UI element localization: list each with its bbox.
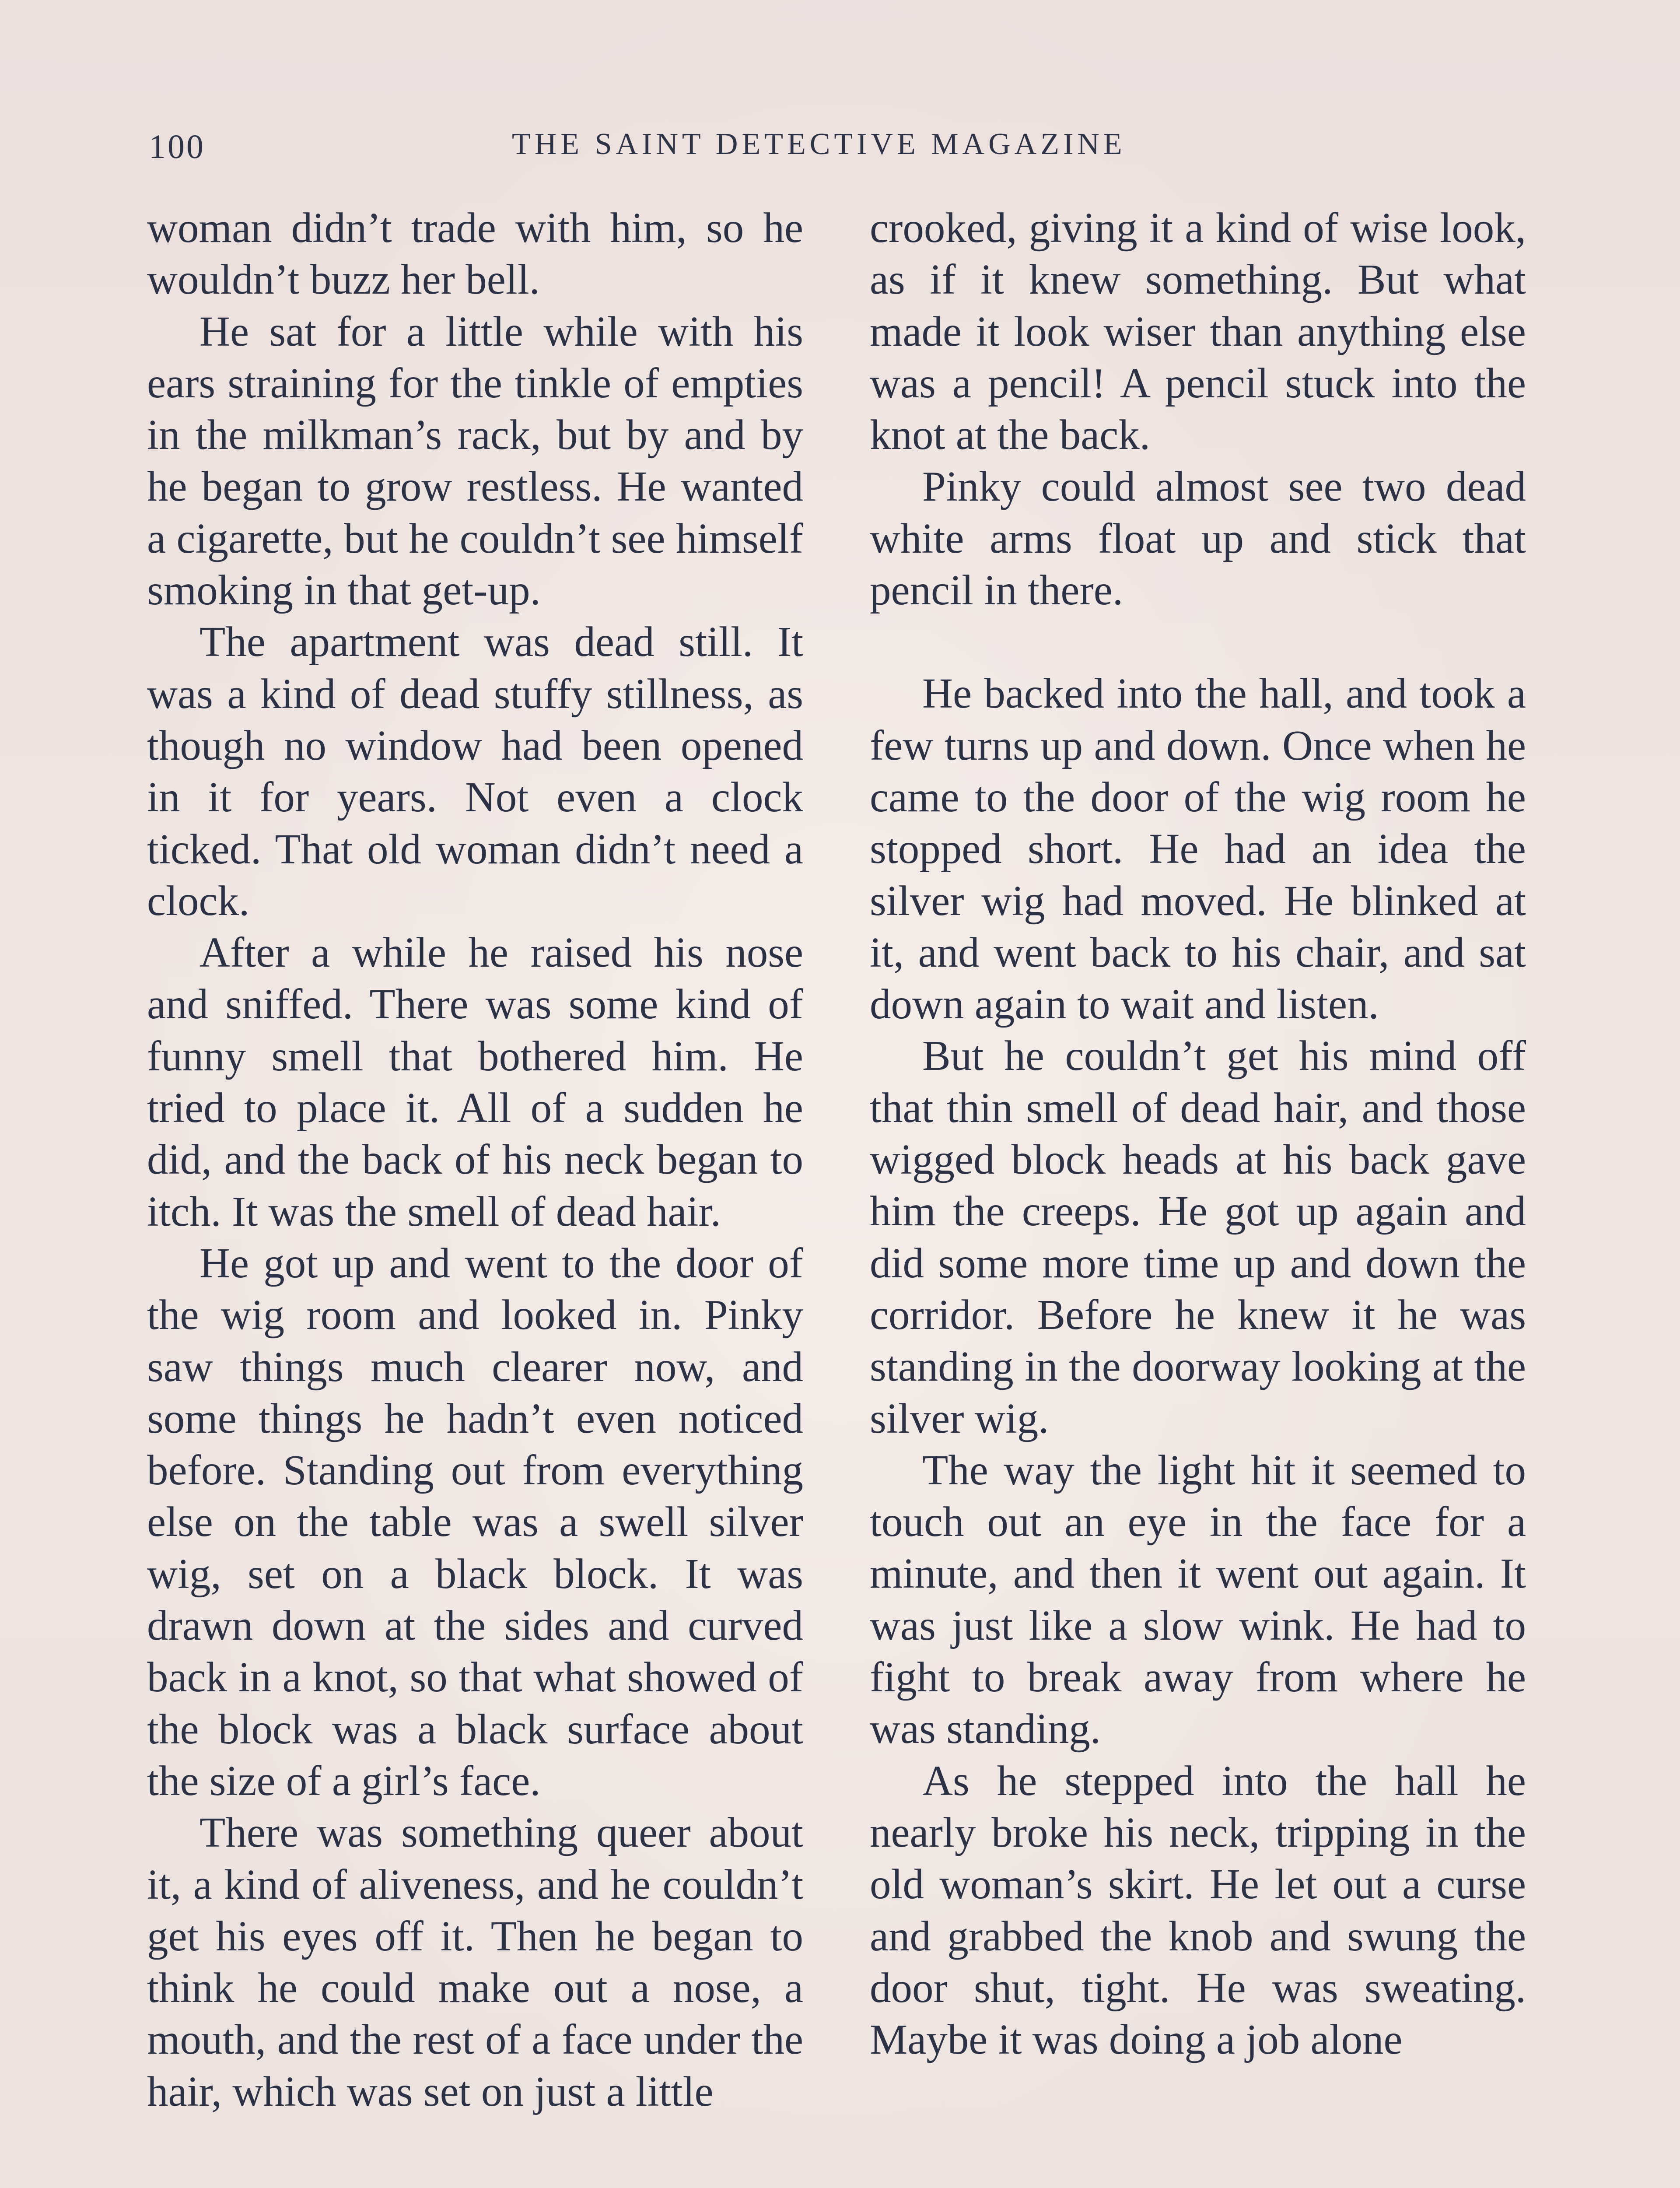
- paragraph: He got up and went to the door of the wig room and looked in. Pinky saw things much clearer now, and some things he hadn’t even noticed before. Standing out from everything else on the table was a swell silver wig, set on a black block. It was drawn down at the sides and curved back in a knot, so that what showed of the block was a black surface about the size of a girl’s face.: [147, 1239, 803, 1804]
- paragraph: The way the light hit it seemed to touch out an eye in the face for a minute, and then it went out again. It was just like a slow wink. He had to fight to break away from where he was standing.: [870, 1446, 1526, 1753]
- paragraph: woman didn’t trade with him, so he wouldn’t buzz her bell.: [147, 204, 803, 303]
- paragraph: crooked, giving it a kind of wise look, as if it knew something. But what made it look wiser than anything else was a pencil! A pencil stuck into the knot at the back.: [870, 204, 1526, 459]
- page-number: 100: [149, 127, 205, 165]
- paragraph: He backed into the hall, and took a few turns up and down. Once when he came to the door of the wig room he stopped short. He had an idea the silver wig had moved. He blinked at it, and went back to his chair, and sat down again to wait and listen.: [870, 670, 1526, 1028]
- paragraph: There was something queer about it, a kind of aliveness, and he couldn’t get his eyes off it. Then he began to think he could make out a nose, a mouth, and the rest of a face under the hair, which was set on just a little: [147, 1809, 803, 2115]
- right-column: [870, 202, 1526, 2188]
- paragraph: As he stepped into the hall he nearly broke his neck, tripping in the old woman’s skirt. He let out a curse and grabbed the knob and swung the door shut, tight. He was sweating. Maybe it was doing a job alone: [870, 1757, 1526, 2063]
- paragraph: He sat for a little while with his ears straining for the tinkle of empties in the milkman’s rack, but by and by he began to grow restless. He wanted a cigarette, but he couldn’t see himself smoking in that get-up.: [147, 308, 803, 614]
- page-header: [149, 127, 1531, 175]
- paragraph: But he couldn’t get his mind off that thin smell of dead hair, and those wigged block heads at his back gave him the creeps. He got up again and did some more time up and down the corridor. Before he knew it he was standing in the doorway looking at the silver wig.: [870, 1032, 1526, 1442]
- running-title: THE SAINT DETECTIVE MAGAZINE: [512, 127, 1126, 161]
- paragraph: The apartment was dead still. It was a kind of dead stuffy stillness, as though no window had been opened in it for years. Not even a clock ticked. That old woman didn’t need a clock.: [147, 618, 803, 924]
- left-column: [147, 202, 803, 2188]
- paragraph: After a while he raised his nose and sniffed. There was some kind of funny smell that bothered him. He tried to place it. All of a sudden he did, and the back of his neck began to itch. It was the smell of dead hair.: [147, 929, 803, 1235]
- paragraph: Pinky could almost see two dead white arms float up and stick that pencil in there.: [870, 463, 1526, 614]
- section-break: [870, 616, 1526, 668]
